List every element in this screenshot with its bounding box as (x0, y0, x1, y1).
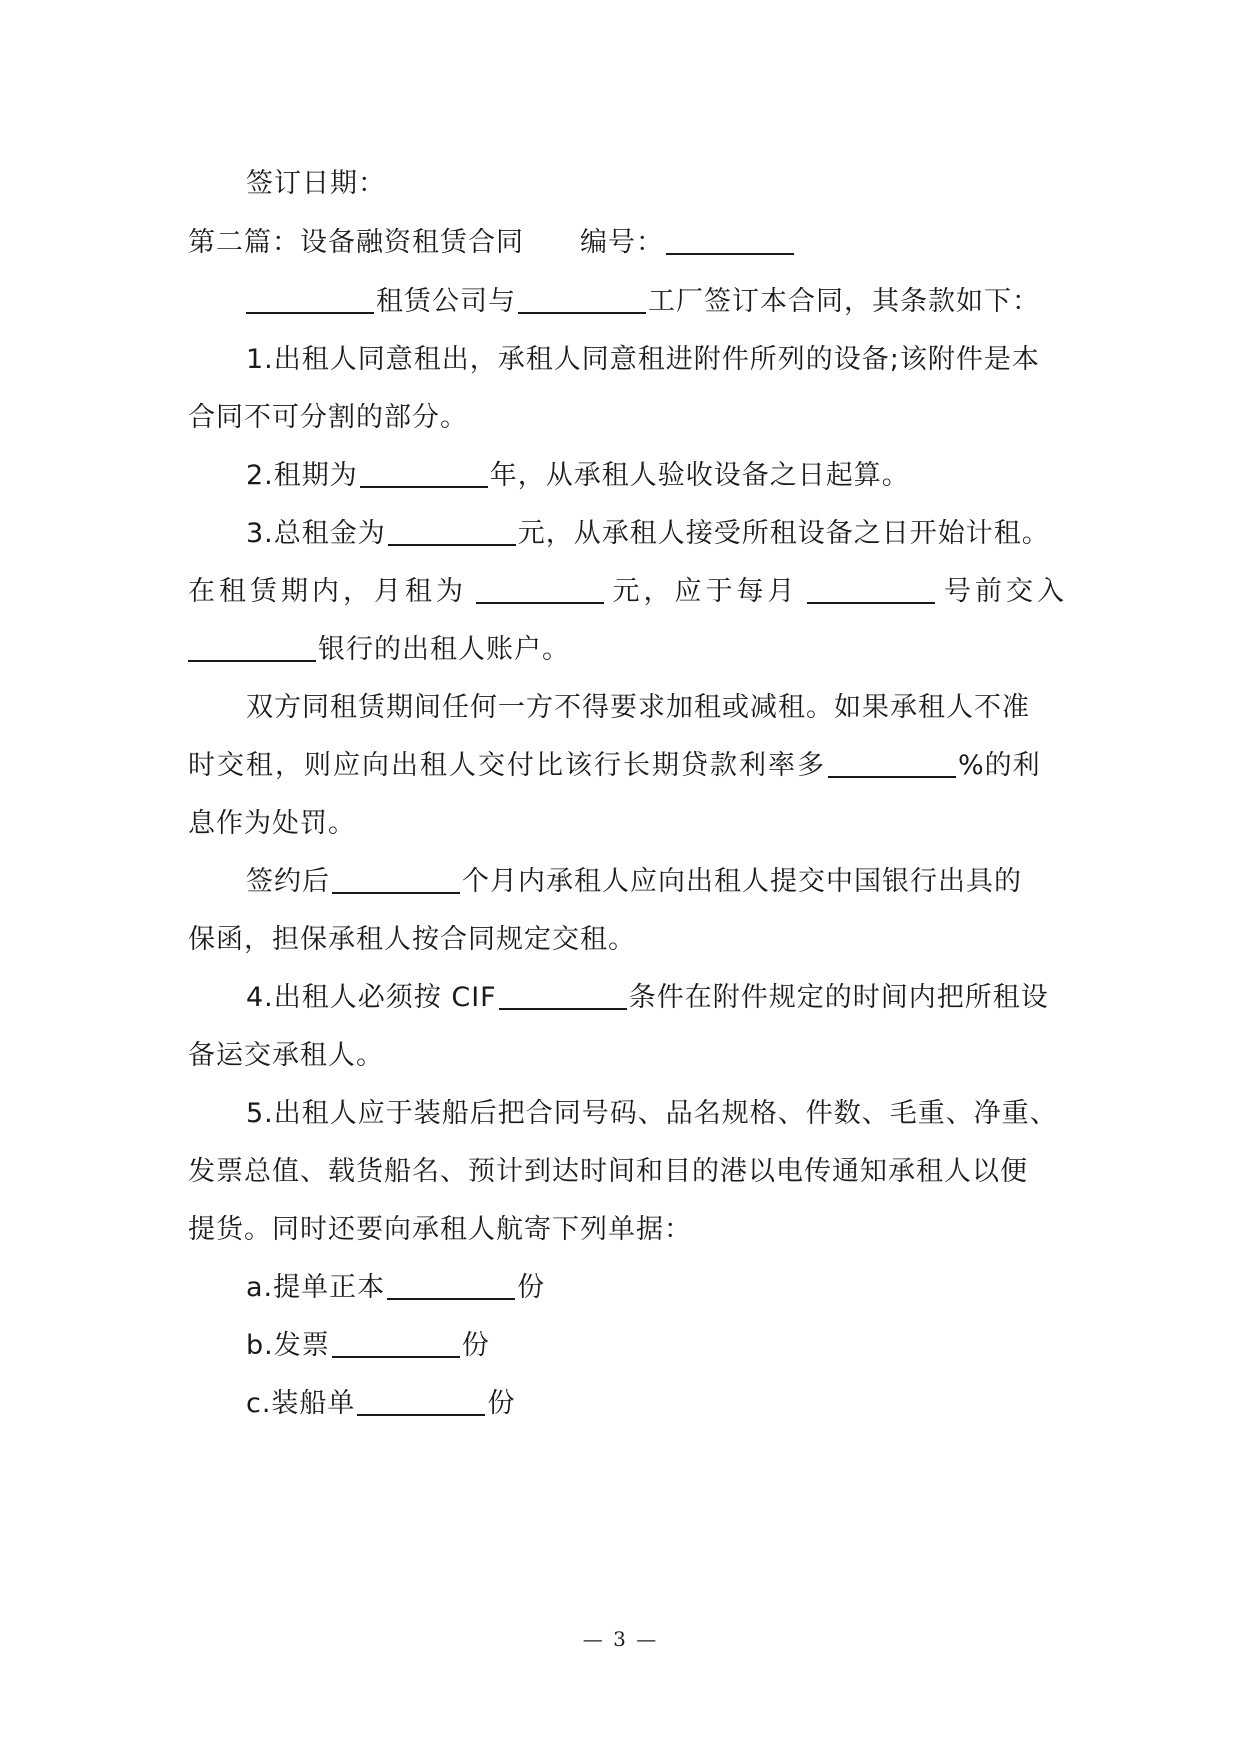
intro-text-part: 租赁公司与 (376, 286, 516, 317)
clause-2-text: 年，从承租人验收设备之日起算。 (489, 460, 910, 491)
list-item-unit: 份 (461, 1330, 490, 1361)
lease-term-blank (360, 458, 488, 488)
guarantee-paragraph-text: 签约后 (246, 866, 330, 897)
clause-2-text: 2.租期为 (246, 460, 358, 491)
clause-1-line-2 (188, 400, 1068, 436)
chapter-heading-line (188, 225, 1068, 261)
clause-5-text: 提货。同时还要向承租人航寄下列单据： (188, 1214, 692, 1245)
clause-3-text: 号前交入 (944, 576, 1068, 607)
guarantee-paragraph-text: 个月内承租人应向出租人提交中国银行出具的 (462, 866, 1022, 897)
clause-3-text: 元，从承租人接受所租设备之日开始计租。 (517, 518, 1050, 549)
clause-3-text: 银行的出租人账户。 (318, 634, 570, 665)
list-item-unit: 份 (517, 1272, 546, 1303)
list-item-label: b.发票 (246, 1330, 330, 1361)
clause-4-text: 条件在附件规定的时间内把所租设 (628, 982, 1049, 1013)
list-item-label: c.装船单 (246, 1388, 356, 1419)
bank-name-blank (188, 632, 316, 662)
list-item-label: a.提单正本 (246, 1272, 386, 1303)
clause-3-text: 在租赁期内，月租为 (188, 576, 467, 607)
signing-date-label: 签订日期： (246, 168, 386, 199)
clause-3-line-3 (188, 632, 1068, 668)
clause-5-line-2 (188, 1154, 1068, 1190)
intro-text-part: 工厂签订本合同，其条款如下： (648, 286, 1040, 317)
rent-paragraph-text: 息作为处罚。 (188, 808, 356, 839)
total-rent-blank (388, 516, 516, 546)
copies-blank (332, 1328, 460, 1358)
clause-1-text: 1.出租人同意租出，承租人同意租进附件所列的设备;该附件是本 (246, 344, 1040, 375)
chapter-title: 第二篇：设备融资租赁合同 (188, 227, 524, 258)
clause-2-line (246, 458, 1068, 494)
contract-number-label: 编号： (580, 227, 664, 258)
clause-1-line-1 (246, 342, 1068, 378)
contract-number-blank (666, 225, 794, 255)
lessor-company-blank (246, 284, 374, 314)
rent-paragraph-line-1 (246, 690, 1068, 726)
clause-4-line-2 (188, 1038, 1068, 1074)
clause-4-line-1 (246, 980, 1068, 1016)
clause-5-text: 5.出租人应于装船后把合同号码、品名规格、件数、毛重、净重、 (246, 1098, 1058, 1129)
list-item (246, 1386, 1068, 1422)
guarantee-paragraph-text: 保函，担保承租人按合同规定交租。 (188, 924, 636, 955)
clause-5-text: 发票总值、载货船名、预计到达时间和目的港以电传通知承租人以便 (188, 1156, 1028, 1187)
clause-1-text: 合同不可分割的部分。 (188, 402, 468, 433)
rent-paragraph-line-2 (188, 748, 1068, 784)
clause-3-line-1 (246, 516, 1068, 552)
rent-paragraph-line-3 (188, 806, 1068, 842)
rent-paragraph-text: 时交租，则应向出租人交付比该行长期贷款利率多 (188, 750, 826, 781)
list-item (246, 1270, 1068, 1306)
penalty-rate-blank (828, 748, 956, 778)
clause-3-text: 元，应于每月 (612, 576, 799, 607)
list-item (246, 1328, 1068, 1364)
monthly-rent-blank (476, 574, 604, 604)
guarantee-paragraph-line-1 (246, 864, 1068, 900)
clause-3-line-2 (188, 574, 1068, 610)
clause-5-line-3 (188, 1212, 1068, 1248)
intro-line (246, 284, 1068, 320)
clause-5-line-1 (246, 1096, 1068, 1132)
rent-paragraph-text: %的利 (958, 750, 1041, 781)
guarantee-paragraph-line-2 (188, 922, 1068, 958)
guarantee-months-blank (332, 864, 460, 894)
clause-4-text: 4.出租人必须按 CIF (246, 982, 497, 1013)
rent-paragraph-text: 双方同租赁期间任何一方不得要求加租或减租。如果承租人不准 (246, 692, 1030, 723)
lessee-factory-blank (518, 284, 646, 314)
payment-day-blank (807, 574, 935, 604)
copies-blank (357, 1386, 485, 1416)
clause-4-text: 备运交承租人。 (188, 1040, 384, 1071)
signing-date-line (246, 166, 1068, 202)
page-number: — 3 — (582, 1627, 659, 1651)
cif-port-blank (499, 980, 627, 1010)
list-item-unit: 份 (487, 1388, 516, 1419)
copies-blank (387, 1270, 515, 1300)
clause-3-text: 3.总租金为 (246, 518, 386, 549)
